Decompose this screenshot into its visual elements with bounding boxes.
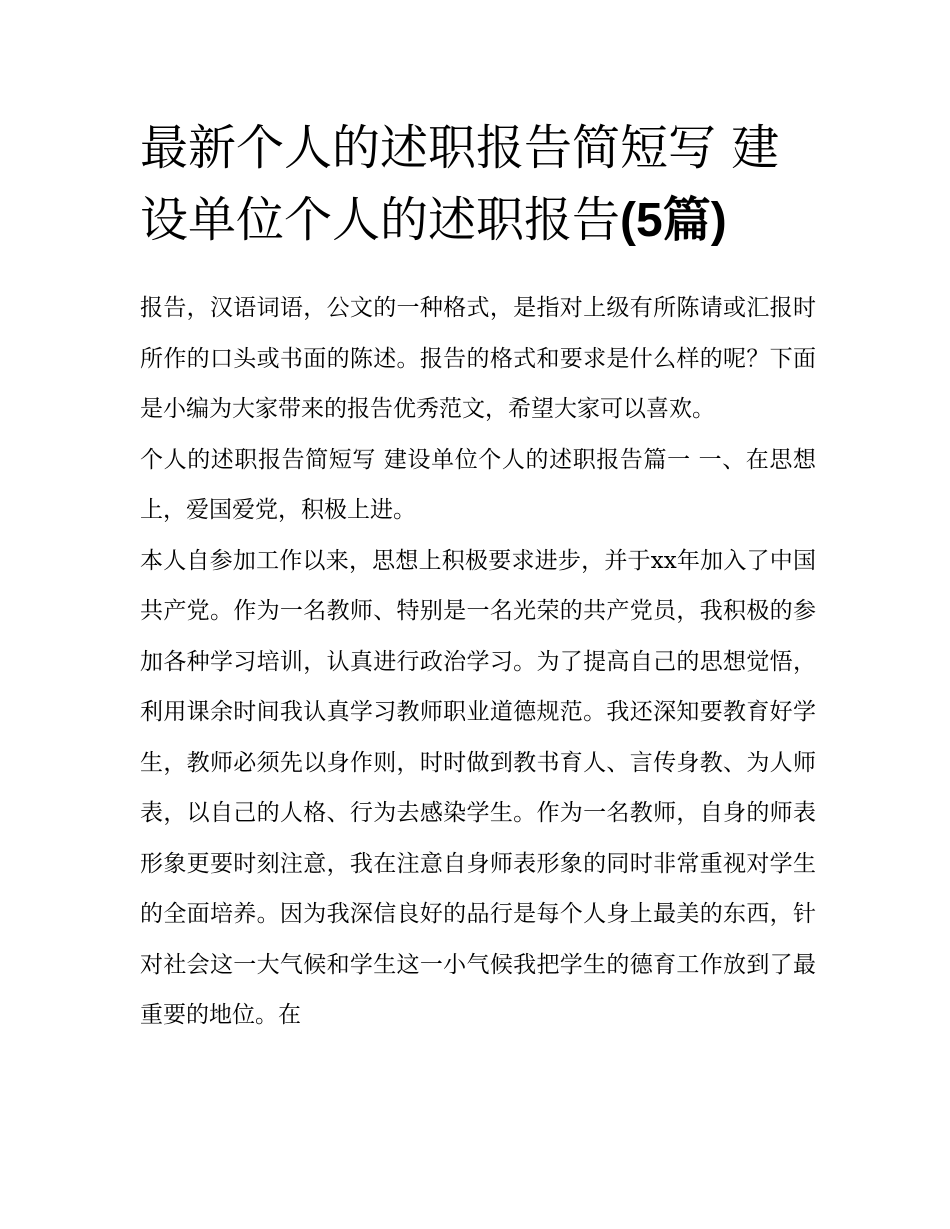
paragraph-intro: 报告，汉语词语，公文的一种格式，是指对上级有所陈请或汇报时所作的口头或书面的陈述。报告的格式和要求是什么样的呢？下面是小编为大家带来的报告优秀范文，希望大家可以喜欢。 bbox=[140, 295, 816, 422]
paragraph-section-heading: 个人的述职报告简短写 建设单位个人的述职报告篇一 一、在思想上，爱国爱党，积极上进。 bbox=[140, 446, 816, 523]
document-body bbox=[140, 283, 816, 1041]
paragraph-body: 本人自参加工作以来，思想上积极要求进步，并于xx年加入了中国共产党。作为一名教师、特别是一名光荣的共产党员，我积极的参加各种学习培训，认真进行政治学习。为了提高自己的思想觉悟，利用课余时间我认真学习教师职业道德规范。我还深知要教育好学生，教师必须先以身作则，时时做到教书育人、言传身教、为人师表，以自己的人格、行为去感染学生。作为一名教师，自身的师表形象更要时刻注意，我在注意自身师表形象的同时非常重视对学生的全面培养。因为我深信良好的品行是每个人身上最美的东西，针对社会这一大气候和学生这一小气候我把学生的德育工作放到了最重要的地位。在 bbox=[140, 547, 816, 1028]
document-title: 最新个人的述职报告简短写 建设单位个人的述职报告(5篇) bbox=[140, 120, 780, 248]
title-count-suffix: (5篇) bbox=[620, 194, 727, 247]
